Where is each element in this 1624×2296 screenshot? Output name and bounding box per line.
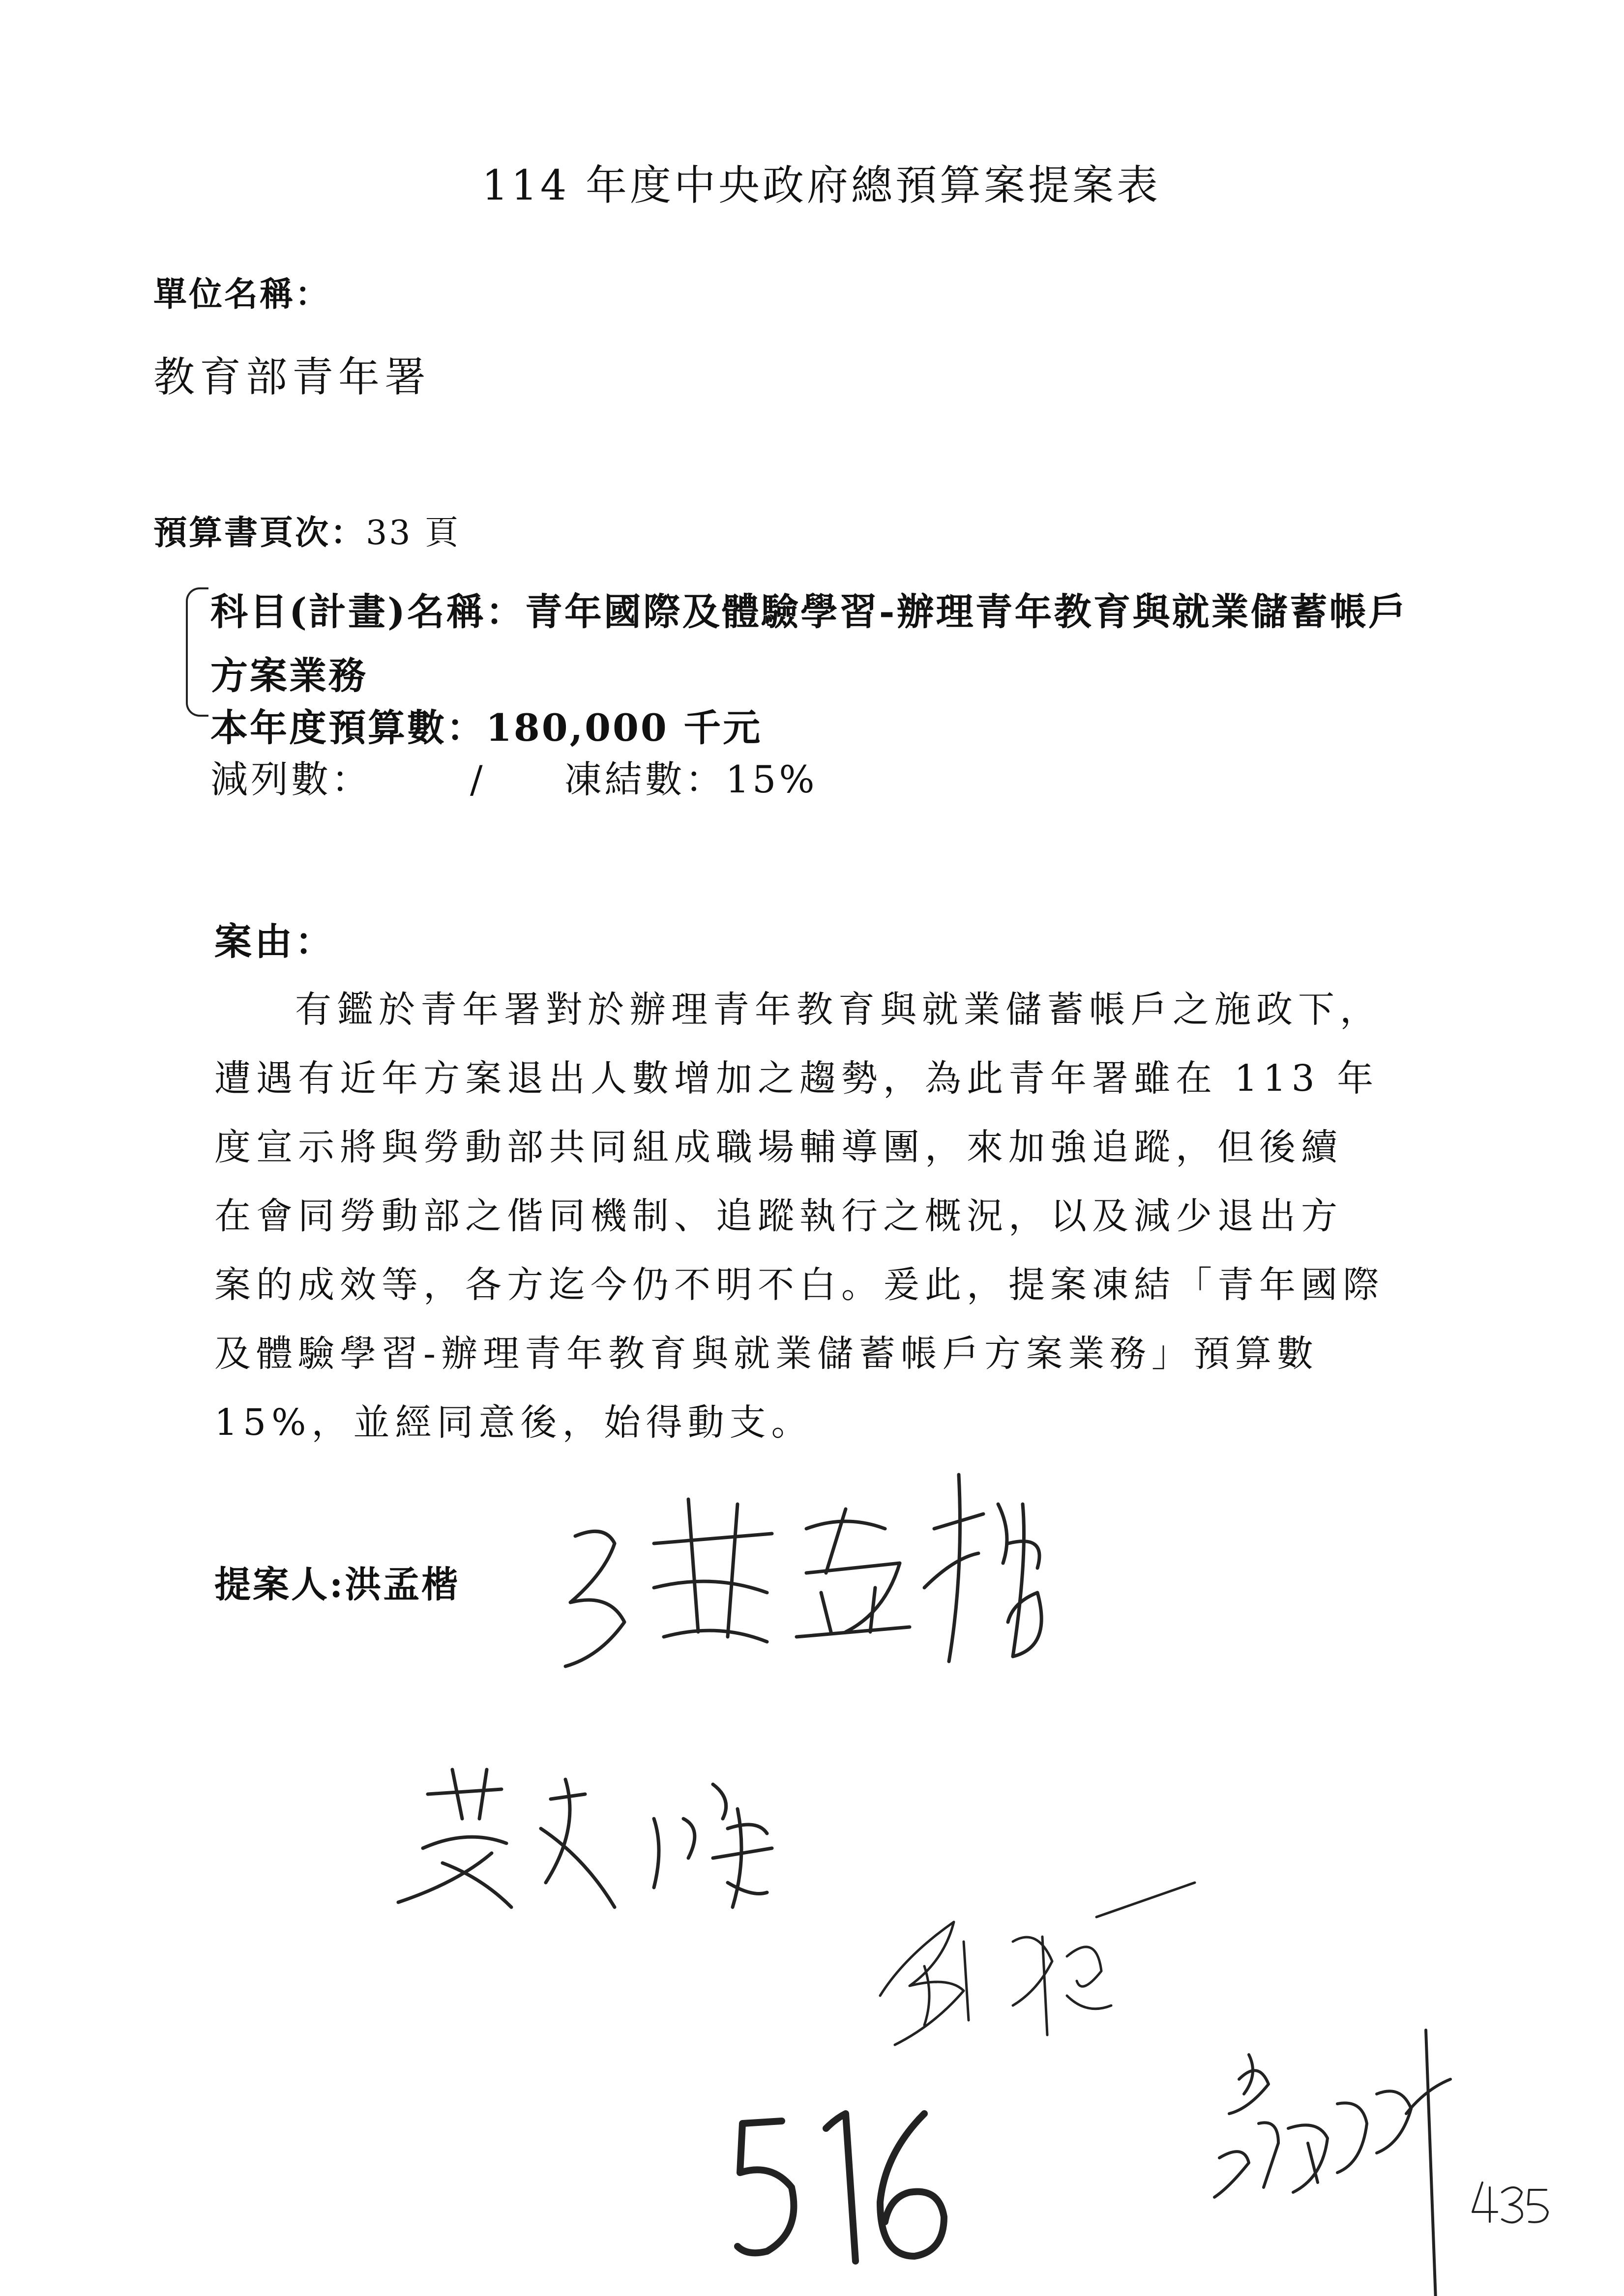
cut-value: / bbox=[470, 757, 486, 801]
reason-line: 案的成效等，各方迄今仍不明不白。爰此，提案凍結「青年國際 bbox=[214, 1264, 1385, 1306]
subject-line-2: 方案業務 bbox=[210, 654, 368, 698]
reason-line: 15%，並經同意後，始得動支。 bbox=[214, 1401, 813, 1444]
signature-2 bbox=[398, 1770, 772, 1907]
freeze-label: 凍結數： bbox=[564, 757, 726, 801]
proposer-name: 洪孟楷 bbox=[345, 1564, 460, 1606]
budget-label: 本年度預算數： bbox=[210, 706, 486, 750]
reason-line: 遭遇有近年方案退出人數增加之趨勢，為此青年署雖在 113 年 bbox=[214, 1057, 1379, 1100]
page-reference-label: 預算書頁次： bbox=[153, 513, 366, 552]
document-title: 114 年度中央政府總預算案提案表 bbox=[482, 161, 1161, 209]
budget-value: 180,000 千元 bbox=[486, 706, 763, 750]
page-number-handwritten bbox=[1473, 2182, 1548, 2222]
signature-proposer bbox=[565, 1475, 1041, 1666]
reason-line: 在會同勞動部之偕同機制、追蹤執行之概況，以及減少退出方 bbox=[214, 1195, 1343, 1237]
freeze-value: 15% bbox=[725, 757, 818, 801]
reason-line: 及體驗學習-辦理青年教育與就業儲蓄帳戶方案業務」預算數 bbox=[214, 1333, 1319, 1375]
case-number-handwritten bbox=[738, 2114, 944, 2261]
proposer-label: 提案人: bbox=[214, 1564, 345, 1606]
signature-3 bbox=[880, 1883, 1195, 2045]
cut-label: 減列數： bbox=[210, 757, 372, 801]
unit-label: 單位名稱： bbox=[153, 275, 331, 314]
reason-label: 案由： bbox=[214, 920, 335, 963]
unit-name: 教育部青年署 bbox=[153, 353, 431, 401]
page-reference-value: 33 頁 bbox=[366, 514, 461, 552]
reason-line: 度宣示將與勞動部共同組成職場輔導團，來加強追蹤，但後續 bbox=[214, 1126, 1343, 1168]
signature-4 bbox=[1214, 2030, 1450, 2296]
reason-line: 有鑑於青年署對於辦理青年教育與就業儲蓄帳戶之施政下， bbox=[295, 988, 1382, 1031]
subject-line-1: 科目(計畫)名稱：青年國際及體驗學習-辦理青年教育與就業儲蓄帳戶 bbox=[210, 590, 1408, 634]
